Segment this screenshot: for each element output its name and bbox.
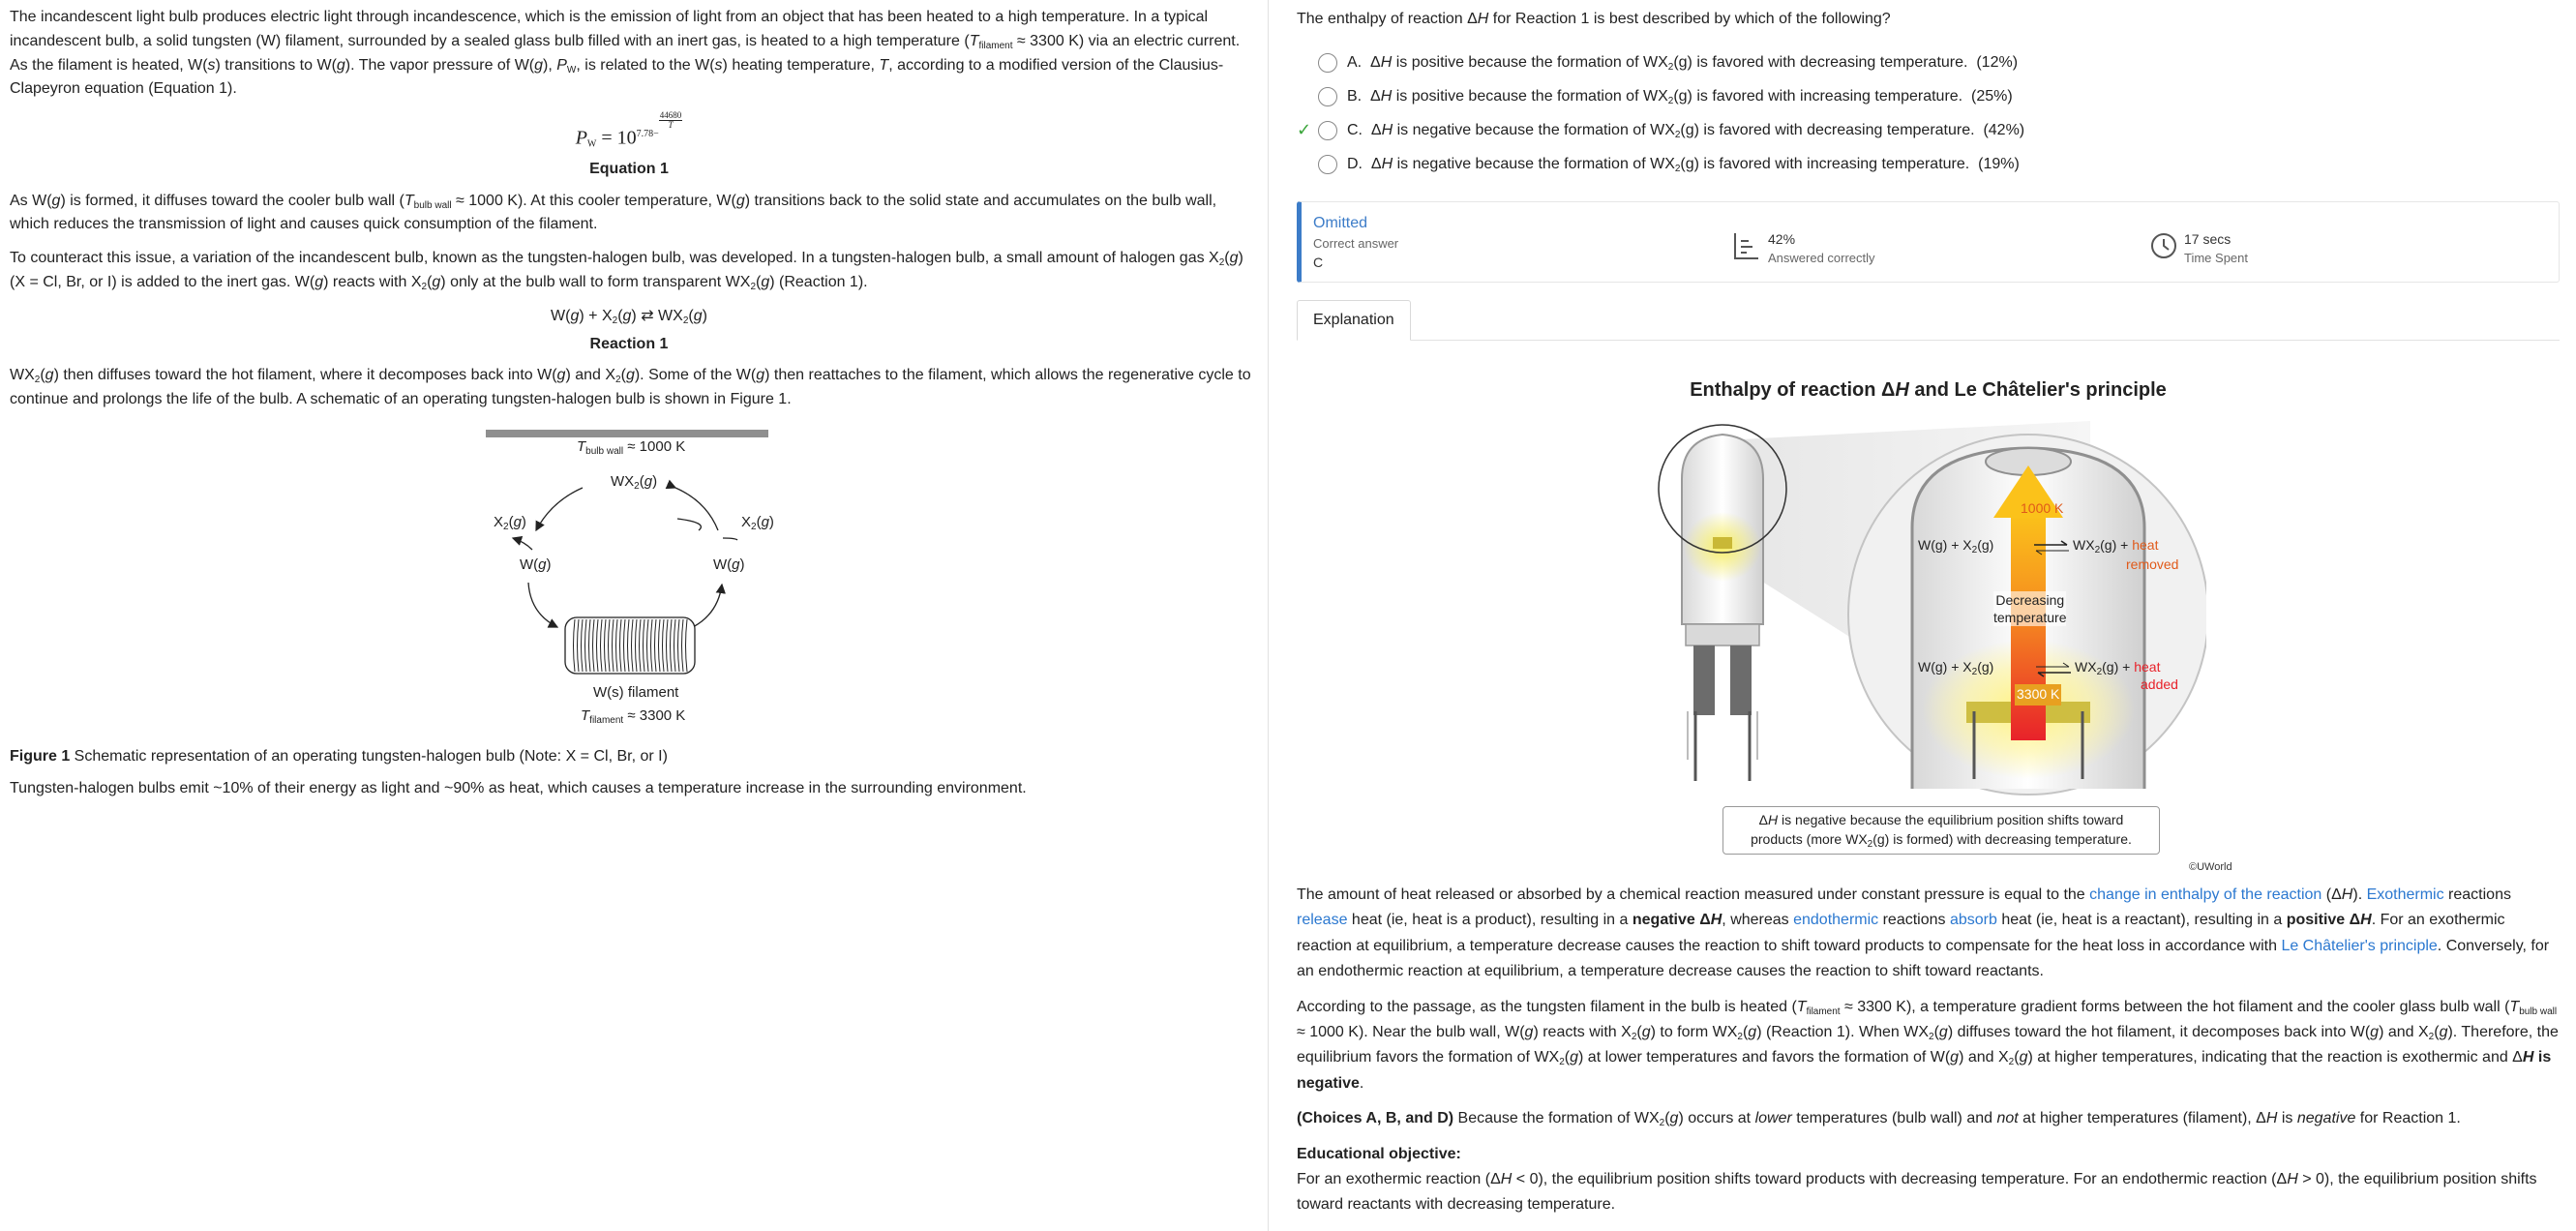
passage-paragraph-4: $WX_2(g)$ then diffuses toward the hot filament, where it decomposes back into W(g) and $X_2(g)$. Some of the W(g) then reattaches to the filament, which allows the regenerative cycle to continue and prolongs the life of the bulb. A schematic of an operating tungsten-halogen bulb is shown in Figure 1. xyxy=(10,367,1251,408)
equation-1-formula: $P_W = 10^{7.78- \frac{44680}{T}}$ xyxy=(575,110,682,150)
reaction-top-left: $W(g) + X_2(g)$ xyxy=(1918,537,1994,555)
educational-objective-title: Educational objective: xyxy=(1297,1145,1461,1162)
equilibrium-arrows-top xyxy=(2032,540,2071,555)
small-bulb xyxy=(1682,435,1763,781)
explanation-paragraph-1: The amount of heat released or absorbed by a chemical reaction measured under constant pressure is equal to the change in enthalpy of the reaction (ΔH). Exothermic reactions release heat (ie, heat is a product), resulting in a negative ΔH, whereas endothermic reactions absorb heat (ie, heat is a reactant), resulting in a positive ΔH. For an exothermic reaction at equilibrium, a temperature decrease causes the reaction to shift toward products to compensate for the heat loss in accordance with Le Châtelier's principle. Conversely, for an endothermic reaction at equilibrium, a temperature decrease causes the reaction to shift toward reactants. xyxy=(1297,886,2550,980)
answer-choice-c[interactable] xyxy=(1297,118,2024,143)
link-absorb[interactable]: absorb xyxy=(1949,912,1997,929)
copyright-label: ©UWorld xyxy=(2189,861,2232,873)
tungsten-filament-coil xyxy=(565,617,695,674)
heat-added-label: added xyxy=(2141,676,2178,692)
passage-paragraph-5: Tungsten-halogen bulbs emit ~10% of their energy as light and ~90% as heat, which causes a temperature increase in the surrounding environment. xyxy=(10,779,1027,796)
wx2-label: $WX_2(g)$ xyxy=(611,473,658,493)
educational-objective-text: For an exothermic reaction (ΔH < 0), the equilibrium position shifts toward products with decreasing temperature. For an endothermic reaction (ΔH > 0), the equilibrium position shifts toward reactants with decreasing temperature. xyxy=(1297,1170,2537,1214)
w-right-label: W(g) xyxy=(713,556,745,574)
answer-stats-bar xyxy=(1297,201,2560,283)
question-pane xyxy=(1297,0,2560,1231)
equation-1-label: Equation 1 xyxy=(589,160,669,177)
tab-explanation[interactable]: Explanation xyxy=(1297,300,1411,341)
decreasing-temperature-label: Decreasing temperature xyxy=(1993,592,2067,626)
heat-removed-label: removed xyxy=(2126,556,2179,572)
bulb-wall-temp-label: $T_{bulb wall} \approx 1000$ K xyxy=(577,438,686,458)
explanation-tab-bar xyxy=(1297,300,2560,341)
choice-c-radio[interactable] xyxy=(1318,121,1337,140)
passage-paragraph-3: To counteract this issue, a variation of the incandescent bulb, known as the tungsten-halogen bulb, was developed. In a tungsten-halogen bulb, a small amount of halogen gas $X_2(g) (X = Cl$, Br, or I) is added to the inert gas. W(g) reacts with $X_2(g)$ only at the bulb wall to form transparent $WX_2(g)$ (Reaction 1). xyxy=(10,250,1243,293)
percent-correct-value: 42% xyxy=(1768,231,1796,247)
answer-choice-d[interactable] xyxy=(1297,152,2020,177)
illustration-caption: ΔH is negative because the equilibrium position shifts toward products (more $WX_2(g)$ is formed) with decreasing temperature. xyxy=(1722,806,2160,855)
omitted-status: Omitted xyxy=(1313,215,1368,231)
passage-paragraph-1: The incandescent light bulb produces electric light through incandescence, which is the emission of light from an object that has been heated to a high temperature. In a typical incandescent bulb, a solid tungsten (W) filament, surrounded by a sealed glass bulb filled with an inert gas, is heated to a high temperature ($T_{filament} \approx 3300$ K) via an electric current. As the filament is heated, W(s) transitions to W(g). The vapor pressure of W(g), $P_W$, is related to the W(s) heating temperature, T, according to a modified version of the Clausius-Clapeyron equation (Equation 1). xyxy=(10,9,1241,98)
answer-choice-b[interactable] xyxy=(1297,84,2013,109)
time-spent-stat xyxy=(2149,229,2248,267)
choice-a-radio[interactable] xyxy=(1318,53,1337,73)
answer-status xyxy=(1313,212,1398,273)
bulb-illustration-drawing xyxy=(1626,421,2206,808)
bar-chart-icon xyxy=(1733,231,1760,260)
reaction-bottom-right: $WX_2(g)$ + heat xyxy=(2075,659,2161,677)
passage-paragraph-2: As W(g) is formed, it diffuses toward the cooler bulb wall ($T_{bulb wall} \approx 1000$ K). At this cooler temperature, W(g) transitions back to the solid state and accumulates on the bulb wall, which reduces the transmission of light and causes quick consumption of the filament. xyxy=(10,192,1217,233)
equilibrium-arrows-bottom xyxy=(2034,662,2073,677)
correct-check-icon: ✓ xyxy=(1297,120,1312,140)
link-le-chatelier[interactable]: Le Châtelier's principle xyxy=(2281,937,2438,954)
x2-right-label: $X_2(g)$ xyxy=(741,514,774,533)
w-left-label: W(g) xyxy=(520,556,552,574)
x2-left-label: $X_2(g)$ xyxy=(494,514,526,533)
explanation-figure-title: Enthalpy of reaction ΔH and Le Châtelier's principle xyxy=(1690,379,2167,401)
pane-divider[interactable] xyxy=(1268,0,1269,1231)
explanation-body xyxy=(1297,883,2560,1228)
figure-1-schematic xyxy=(10,422,1248,741)
reaction-1-equation: $W(g) + X_2(g)$ ⇄ $WX_2(g)$ xyxy=(551,307,707,326)
percent-correct-stat xyxy=(1733,229,1875,267)
link-change-in-enthalpy[interactable]: change in enthalpy of the reaction xyxy=(2089,886,2322,903)
filament-temp-label: $T_{filament} \approx 3300$ K xyxy=(581,707,686,727)
correct-answer-label: Correct answer xyxy=(1313,235,1399,251)
question-stem: The enthalpy of reaction ΔH for Reaction 1 is best described by which of the following? xyxy=(1297,11,1891,27)
passage-pane xyxy=(0,0,1268,1231)
reaction-1-label: Reaction 1 xyxy=(589,335,669,352)
reaction-top-right: $WX_2(g)$ + heat xyxy=(2073,537,2159,555)
explanation-paragraph-3: (Choices A, B, and D) Because the formation of $WX_2(g)$ occurs at lower temperatures (bulb wall) and not at higher temperatures (filament), ΔH is negative for Reaction 1. xyxy=(1297,1110,2461,1129)
answer-choice-a[interactable] xyxy=(1297,50,2018,75)
time-spent-value: 17 secs xyxy=(2184,231,2232,247)
reaction-bottom-left: $W(g) + X_2(g)$ xyxy=(1918,659,1994,677)
filament-temp-label-illus: 3300 K xyxy=(2015,684,2061,706)
link-endothermic[interactable]: endothermic xyxy=(1793,912,1879,929)
link-exothermic[interactable]: Exothermic xyxy=(2366,886,2444,903)
choice-a-text[interactable]: A. ΔH is positive because the formation of $WX_2(g)$ is favored with decreasing temperature. (12%) xyxy=(1347,53,2019,73)
bulb-illustration xyxy=(1626,421,2206,876)
time-spent-label: Time Spent xyxy=(2184,250,2248,265)
correct-answer-value: C xyxy=(1313,254,1324,270)
choice-c-text[interactable]: C. ΔH is negative because the formation of $WX_2(g)$ is favored with decreasing temperature. (42%) xyxy=(1347,121,2025,140)
wall-temp-label: 1000 K xyxy=(2021,500,2064,516)
equation-1 xyxy=(10,111,1248,181)
choice-b-text[interactable]: B. ΔH is positive because the formation of $WX_2(g)$ is favored with increasing temperature. (25%) xyxy=(1347,87,2013,106)
figure-1-caption: Figure 1 Schematic representation of an operating tungsten-halogen bulb (Note: X = Cl, Br, or I) xyxy=(10,748,668,766)
choice-d-radio[interactable] xyxy=(1318,155,1337,174)
filament-label: W(s) filament xyxy=(593,684,679,702)
choice-d-text[interactable]: D. ΔH is negative because the formation of $WX_2(g)$ is favored with increasing temperature. (19%) xyxy=(1347,155,2020,174)
percent-correct-label: Answered correctly xyxy=(1768,250,1875,265)
choice-b-radio[interactable] xyxy=(1318,87,1337,106)
link-release[interactable]: release xyxy=(1297,912,1348,929)
explanation-paragraph-2: According to the passage, as the tungsten filament in the bulb is heated ($T_{filament} \approx 3300$ K), a temperature gradient forms between the hot filament and the cooler glass bulb wall ($T_{bulb wall} \approx 1000$ K). Near the bulb wall, W(g) reacts with $X_2(g)$ to form $WX_2(g)$ (Reaction 1). When $WX_2(g)$ diffuses toward the hot filament, it decomposes back into W(g) and $X_2(g)$. Therefore, the equilibrium favors the formation of $WX_2(g)$ at lower temperatures and favors the formation of W(g) and $X_2(g)$ at higher temperatures, indicating that the reaction is exothermic and ΔH is negative. xyxy=(1297,998,2559,1092)
clock-icon xyxy=(2149,231,2178,260)
